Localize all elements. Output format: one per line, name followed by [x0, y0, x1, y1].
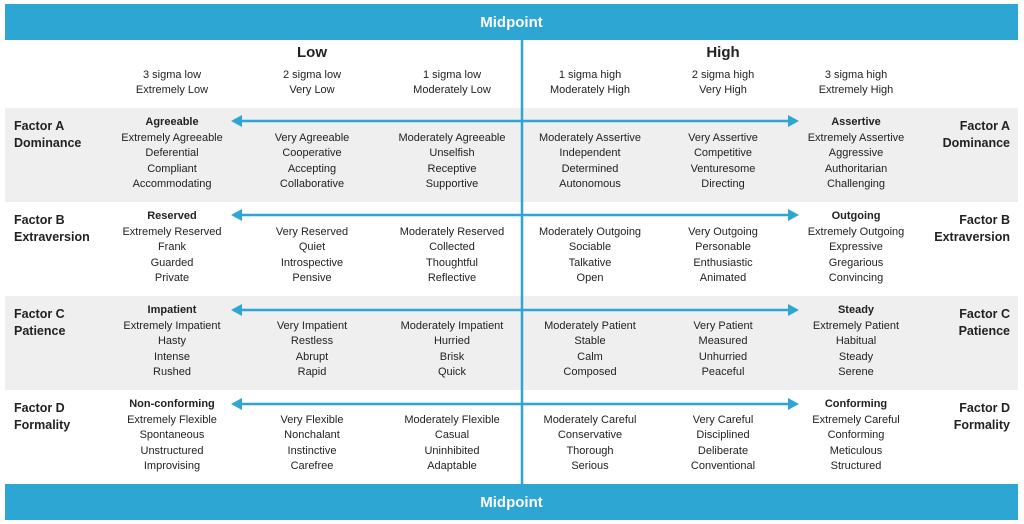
pole-label-spacer [242, 209, 382, 225]
trait-word: Extremely Patient [812, 319, 900, 332]
pole-label-spacer [242, 115, 382, 131]
trait-word: Extremely Outgoing [807, 225, 905, 238]
factor-label-line: Extraversion [14, 230, 90, 244]
factor-label-left [14, 118, 110, 152]
pole-label-spacer [520, 397, 660, 413]
trait-word: Extremely Impatient [123, 319, 221, 332]
factor-label-right [914, 212, 1010, 246]
column-header-line: Very High [699, 84, 747, 96]
trait-cell [382, 209, 522, 287]
trait-word: Unstructured [140, 444, 204, 457]
trait-word: Venturesome [690, 162, 756, 175]
column-header-line: Very Low [289, 84, 335, 96]
factor-label-line: Patience [14, 324, 66, 338]
trait-cell [382, 115, 522, 193]
trait-cell [520, 209, 660, 287]
trait-word: Very Flexible [280, 413, 344, 426]
trait-word: Compliant [147, 162, 197, 175]
trait-word: Gregarious [828, 256, 884, 269]
trait-word: Moderately Patient [544, 319, 636, 332]
column-header-line: Moderately High [549, 84, 631, 96]
factor-label-right [914, 118, 1010, 152]
trait-word: Unhurried [698, 350, 748, 363]
pole-label-low: Agreeable [145, 116, 199, 128]
trait-cell [520, 115, 660, 193]
trait-word: Extremely Reserved [122, 225, 222, 238]
trait-cell [786, 115, 926, 193]
trait-word: Very Reserved [275, 225, 349, 238]
trait-word: Uninhibited [424, 444, 480, 457]
trait-word: Accepting [287, 162, 337, 175]
factor-label-line: Factor B [959, 213, 1010, 227]
trait-word: Extremely Assertive [807, 131, 905, 144]
trait-cell [242, 209, 382, 287]
trait-cell [786, 209, 926, 287]
trait-word: Extremely Agreeable [121, 131, 223, 144]
pole-label-spacer [382, 209, 522, 225]
pole-label-low: Impatient [147, 304, 197, 316]
trait-cell [520, 303, 660, 381]
trait-word: Habitual [835, 335, 877, 347]
factor-label-line: Factor A [959, 119, 1010, 133]
trait-word: Competitive [693, 147, 753, 159]
factor-label-line: Factor A [14, 119, 65, 133]
trait-word: Collected [429, 241, 475, 253]
trait-word: Casual [434, 429, 470, 441]
pole-label-spacer [382, 303, 522, 319]
factor-label-left [14, 306, 110, 340]
trait-word: Enthusiastic [693, 256, 753, 269]
pole-label-low: Reserved [147, 210, 197, 222]
column-header-line: 2 sigma low [282, 69, 342, 81]
trait-word: Intense [153, 350, 191, 363]
trait-cell [242, 115, 382, 193]
column-header [791, 68, 921, 98]
trait-word: Rapid [297, 366, 327, 378]
trait-word: Moderately Careful [543, 413, 637, 426]
pole-label-high: Conforming [824, 398, 888, 410]
trait-word: Thorough [566, 444, 614, 457]
trait-word: Composed [563, 366, 617, 378]
factor-label-line: Dominance [14, 136, 82, 150]
trait-word: Animated [699, 272, 747, 284]
trait-word: Steady [838, 350, 874, 363]
trait-word: Measured [698, 335, 748, 347]
factor-label-line: Dominance [942, 136, 1010, 150]
trait-word: Very Assertive [688, 131, 758, 144]
pole-label-high: Assertive [831, 116, 881, 128]
trait-word: Very Agreeable [274, 131, 350, 144]
low-header: Low [297, 44, 327, 61]
trait-word: Authoritarian [824, 162, 888, 175]
trait-word: Pensive [292, 272, 332, 284]
column-header-line: Moderately Low [413, 84, 491, 96]
trait-word: Open [576, 272, 604, 284]
trait-word: Reflective [427, 272, 477, 284]
factor-label-line: Factor B [14, 213, 65, 227]
factor-label-line: Extraversion [934, 230, 1010, 244]
factor-label-line: Patience [958, 324, 1010, 338]
high-header: High [706, 44, 740, 61]
column-header-line: Extremely High [818, 84, 894, 96]
pole-label-high: Outgoing [831, 210, 881, 222]
factor-label-right [914, 400, 1010, 434]
factor-label-line: Factor D [14, 401, 65, 415]
trait-word: Disciplined [696, 429, 750, 441]
trait-word: Private [154, 272, 190, 284]
trait-word: Very Outgoing [688, 225, 758, 238]
trait-word: Moderately Agreeable [398, 131, 506, 144]
trait-word: Calm [577, 350, 603, 363]
trait-cell [102, 209, 242, 287]
trait-word: Unselfish [429, 147, 475, 159]
trait-word: Frank [157, 241, 187, 253]
trait-word: Aggressive [828, 147, 884, 159]
trait-word: Introspective [280, 256, 344, 269]
factor-label-line: Formality [953, 418, 1010, 432]
trait-word: Guarded [150, 256, 194, 269]
pole-label-spacer [653, 303, 793, 319]
factor-label-left [14, 400, 110, 434]
trait-word: Brisk [439, 350, 465, 363]
trait-word: Very Patient [693, 319, 753, 332]
trait-word: Extremely Careful [812, 413, 900, 426]
trait-word: Meticulous [829, 444, 883, 457]
trait-cell [653, 303, 793, 381]
trait-word: Quick [437, 366, 467, 378]
trait-word: Carefree [290, 460, 334, 472]
pole-label-spacer [382, 115, 522, 131]
trait-word: Independent [559, 147, 621, 159]
trait-cell [786, 303, 926, 381]
trait-word: Thoughtful [426, 256, 478, 269]
pole-label-spacer [520, 209, 660, 225]
trait-word: Moderately Impatient [400, 319, 504, 332]
trait-word: Moderately Assertive [538, 131, 642, 144]
column-header [107, 68, 237, 98]
trait-word: Personable [695, 241, 751, 253]
trait-word: Cooperative [282, 147, 342, 159]
trait-word: Autonomous [559, 178, 621, 190]
trait-word: Conservative [557, 429, 623, 441]
column-header [247, 68, 377, 98]
trait-cell [786, 397, 926, 475]
midpoint-band-top: Midpoint [5, 4, 1018, 40]
trait-word: Deferential [145, 147, 199, 159]
trait-word: Moderately Reserved [399, 225, 505, 238]
trait-word: Moderately Flexible [404, 413, 500, 426]
trait-cell [653, 115, 793, 193]
column-header [387, 68, 517, 98]
trait-word: Stable [574, 335, 606, 347]
factor-label-line: Factor D [959, 401, 1010, 415]
pole-label-high: Steady [837, 304, 875, 316]
trait-word: Peaceful [701, 366, 745, 378]
column-header-line: 3 sigma high [824, 69, 888, 81]
trait-word: Moderately Outgoing [538, 225, 642, 238]
column-header-line: Extremely Low [135, 84, 209, 96]
trait-word: Conventional [690, 460, 756, 472]
factor-label-line: Formality [14, 418, 71, 432]
midpoint-band-bottom: Midpoint [5, 484, 1018, 520]
factor-label-line: Factor C [959, 307, 1010, 321]
pole-label-spacer [653, 209, 793, 225]
column-header [658, 68, 788, 98]
trait-word: Restless [290, 335, 334, 347]
trait-cell [653, 397, 793, 475]
trait-word: Very Impatient [276, 319, 348, 332]
trait-word: Convincing [828, 272, 884, 284]
pole-label-spacer [653, 397, 793, 413]
trait-word: Deliberate [697, 444, 749, 457]
trait-word: Hasty [157, 335, 187, 347]
trait-word: Extremely Flexible [127, 413, 217, 426]
pole-label-low: Non-conforming [129, 398, 215, 410]
trait-cell [520, 397, 660, 475]
trait-word: Hurried [433, 335, 471, 347]
trait-cell [242, 303, 382, 381]
trait-cell [653, 209, 793, 287]
trait-word: Nonchalant [284, 429, 340, 441]
trait-word: Directing [701, 178, 745, 190]
trait-word: Serious [571, 460, 609, 472]
trait-word: Sociable [568, 241, 612, 253]
trait-cell [242, 397, 382, 475]
trait-word: Challenging [826, 178, 886, 190]
factor-label-right [914, 306, 1010, 340]
trait-word: Conforming [827, 429, 885, 441]
trait-word: Instinctive [287, 444, 337, 457]
trait-cell [382, 303, 522, 381]
trait-word: Adaptable [427, 460, 477, 472]
column-header-line: 1 sigma high [558, 69, 622, 81]
trait-word: Abrupt [295, 350, 329, 363]
column-header-line: 2 sigma high [691, 69, 755, 81]
trait-cell [382, 397, 522, 475]
trait-word: Accommodating [132, 178, 212, 190]
pole-label-spacer [382, 397, 522, 413]
trait-word: Quiet [298, 241, 326, 253]
pole-label-spacer [520, 303, 660, 319]
trait-word: Supportive [425, 178, 479, 190]
trait-word: Rushed [153, 366, 191, 378]
trait-word: Talkative [568, 256, 612, 269]
trait-cell [102, 303, 242, 381]
trait-word: Determined [561, 162, 619, 175]
trait-cell [102, 397, 242, 475]
trait-word: Receptive [427, 162, 477, 175]
trait-word: Serene [838, 366, 874, 378]
trait-word: Improvising [143, 460, 201, 472]
trait-word: Spontaneous [139, 429, 205, 441]
factor-label-line: Factor C [14, 307, 65, 321]
column-header-line: 1 sigma low [422, 69, 482, 81]
trait-word: Expressive [829, 241, 883, 253]
pole-label-spacer [242, 303, 382, 319]
column-header-line: 3 sigma low [142, 69, 202, 81]
pole-label-spacer [520, 115, 660, 131]
pole-label-spacer [653, 115, 793, 131]
trait-word: Collaborative [279, 178, 345, 190]
column-header [525, 68, 655, 98]
pole-label-spacer [242, 397, 382, 413]
trait-word: Very Careful [692, 413, 754, 426]
trait-word: Structured [830, 460, 882, 472]
trait-cell [102, 115, 242, 193]
factor-label-left [14, 212, 110, 246]
